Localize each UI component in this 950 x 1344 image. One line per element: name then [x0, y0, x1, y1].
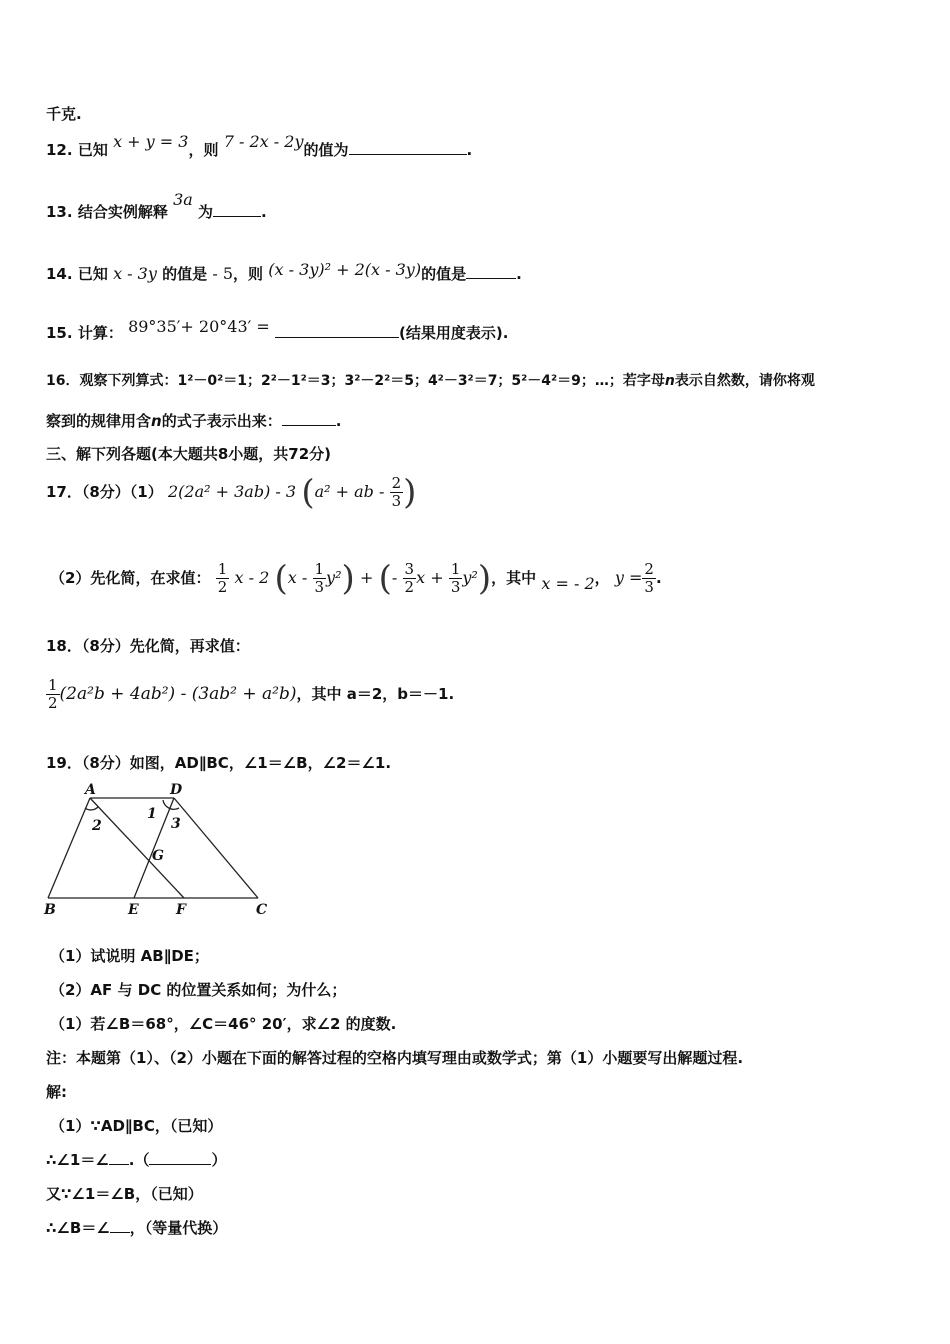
- paren-left: (: [274, 558, 288, 599]
- text: 解:: [46, 1083, 67, 1101]
- math-operator: +: [360, 568, 374, 587]
- text: 又∵∠1＝∠B，（已知）: [46, 1185, 203, 1203]
- label-a: A: [85, 782, 96, 798]
- text: （1）若∠B＝68°，∠C＝46° 20′，求∠2 的度数.: [50, 1015, 397, 1033]
- fraction-numerator: 1: [48, 676, 58, 694]
- segment-af: [90, 798, 184, 898]
- fraction: [313, 561, 327, 596]
- paren-left: (: [301, 472, 315, 513]
- solution-line-3: [46, 1184, 203, 1204]
- question-14: [46, 260, 522, 284]
- question-16-line-1: [46, 371, 815, 391]
- question-number: 15.: [46, 324, 73, 342]
- text: 表示自然数，请你将观: [674, 373, 815, 389]
- text: 的式子表示出来：: [161, 412, 282, 430]
- segment-ab: [48, 798, 90, 898]
- text: 的值为: [303, 141, 349, 159]
- math-variable: n: [664, 373, 675, 389]
- fraction-numerator: 2: [391, 474, 402, 492]
- fraction-numerator: 3: [404, 560, 415, 578]
- question-19-sub-3: [50, 1014, 396, 1034]
- text: 的值是: [162, 265, 208, 283]
- question-19-sub-1: [50, 946, 209, 966]
- text: 察到的规律用含: [46, 412, 152, 430]
- text: 注：本题第（1）、（2）小题在下面的解答过程的空格内填写理由或数学式；第（1）小题要写出解题过程.: [46, 1049, 744, 1067]
- text: (结果用度表示).: [398, 324, 509, 342]
- fraction: [403, 561, 417, 596]
- text: 已知: [77, 265, 108, 283]
- answer-blank[interactable]: [213, 202, 261, 217]
- math-expr: (2a²b + 4ab²) - (3ab² + a²b): [59, 684, 297, 704]
- paren-right: ): [403, 472, 417, 513]
- text: 已知: [77, 141, 108, 159]
- fraction-numerator: 1: [314, 560, 325, 578]
- label-d: D: [170, 782, 183, 798]
- text: ，则: [233, 265, 264, 283]
- paren-right: ): [341, 558, 355, 599]
- question-13: [46, 190, 267, 222]
- geometry-figure: [40, 780, 280, 920]
- question-number: 17．（8分）（1）: [46, 483, 163, 501]
- text: .: [466, 141, 473, 159]
- fraction: [642, 561, 656, 596]
- question-number: 12.: [46, 141, 73, 159]
- paren-left: (: [378, 558, 392, 599]
- math-expr: x - 3y: [113, 264, 157, 283]
- solution-line-1: [50, 1116, 222, 1136]
- math-expr: 89°35′+ 20°43′ =: [128, 317, 270, 336]
- answer-blank[interactable]: [466, 264, 516, 279]
- text: 三、解下列各题(本大题共8小题，共72分): [46, 445, 332, 463]
- segment-dc: [174, 798, 258, 898]
- text: ，则: [188, 141, 219, 159]
- text: ，（等量代换）: [129, 1219, 228, 1237]
- text: （1）∵AD∥BC，（已知）: [50, 1117, 223, 1135]
- text: （2）先化简，在求值：: [50, 569, 211, 587]
- text: （2）AF 与 DC 的位置关系如何；为什么；: [50, 981, 347, 999]
- solution-label: [46, 1082, 67, 1102]
- math-expr: y²: [326, 568, 342, 587]
- question-19-sub-2: [50, 980, 346, 1000]
- text: .（: [128, 1151, 150, 1169]
- text: 计算：: [77, 324, 123, 342]
- label-f: F: [176, 902, 186, 918]
- text: ，其中: [491, 569, 537, 587]
- angle-2-arc: [85, 807, 98, 810]
- text: 结合实例解释: [77, 203, 168, 221]
- line-top: [46, 104, 82, 124]
- question-18-head: [46, 636, 250, 656]
- fraction: [216, 561, 230, 596]
- text: （1）试说明 AB∥DE；: [50, 947, 209, 965]
- math-expr: 7 - 2x - 2y: [223, 132, 304, 151]
- text: ）: [211, 1151, 227, 1169]
- solution-line-4: [46, 1218, 227, 1238]
- fraction-denominator: 3: [314, 578, 325, 596]
- solution-line-2: [46, 1150, 227, 1170]
- figure-svg: [40, 780, 280, 920]
- label-c: C: [256, 902, 268, 918]
- fraction-denominator: 3: [644, 578, 654, 596]
- fraction-denominator: 3: [391, 492, 402, 510]
- fraction: [46, 677, 60, 712]
- label-angle-1: 1: [147, 806, 157, 822]
- answer-blank[interactable]: [282, 411, 336, 426]
- fraction: [390, 475, 404, 510]
- text: .: [516, 265, 522, 283]
- question-12: [46, 132, 473, 160]
- text: 为: [198, 203, 214, 221]
- question-19-head: [46, 753, 391, 773]
- question-15: [46, 317, 509, 343]
- fraction-denominator: 3: [450, 578, 461, 596]
- math-operator: -: [391, 568, 398, 587]
- text: 的值是: [421, 265, 467, 283]
- math-variable: n: [151, 412, 162, 430]
- question-16-line-2: [46, 411, 341, 431]
- fraction-denominator: 2: [48, 694, 58, 712]
- question-number: 13.: [46, 203, 73, 221]
- text: .: [655, 569, 662, 587]
- math-expr: 2(2a² + 3ab) - 3: [167, 482, 297, 501]
- question-19-note: [46, 1048, 743, 1068]
- answer-blank[interactable]: [349, 140, 467, 155]
- text: 千克.: [46, 105, 82, 123]
- answer-blank[interactable]: [110, 1218, 130, 1233]
- answer-blank[interactable]: [275, 323, 399, 338]
- question-17-part-1: [46, 472, 416, 512]
- math-expr: (x - 3y)² + 2(x - 3y): [268, 260, 422, 279]
- fraction-numerator: 1: [450, 560, 461, 578]
- label-angle-3: 3: [171, 816, 181, 832]
- fraction-numerator: 1: [217, 560, 228, 578]
- text: .: [335, 412, 342, 430]
- paren-right: ): [477, 558, 492, 599]
- math-expr: x - 2: [234, 568, 270, 587]
- fraction-denominator: 2: [217, 578, 228, 596]
- question-18-expr: [46, 672, 454, 716]
- math-value: - 5: [212, 264, 234, 283]
- section-heading: [46, 444, 331, 464]
- label-angle-2: 2: [92, 818, 102, 834]
- text: ∴∠1＝∠: [46, 1151, 109, 1169]
- text: ，其中 a＝2，b＝－1.: [296, 685, 455, 703]
- text: .: [261, 203, 267, 221]
- text: 16．观察下列算式：1²－0²＝1；2²－1²＝3；3²－2²＝5；4²－3²＝7；5²－4²＝9；…；若字母: [46, 373, 665, 389]
- answer-blank[interactable]: [109, 1150, 129, 1165]
- reason-blank[interactable]: [149, 1150, 211, 1165]
- text: 19．（8分）如图，AD∥BC，∠1＝∠B，∠2＝∠1.: [46, 754, 392, 772]
- text: ，: [594, 569, 610, 587]
- question-17-part-2: [50, 556, 662, 600]
- math-expr: y²: [462, 568, 478, 587]
- question-number: 14.: [46, 265, 73, 283]
- math-expr: x = - 2: [541, 574, 595, 593]
- fraction: [449, 561, 463, 596]
- math-expr: x -: [287, 568, 308, 587]
- math-expr: x + y = 3: [113, 132, 189, 151]
- math-expr: 3a: [173, 190, 193, 209]
- text: 18．（8分）先化简，再求值：: [46, 637, 250, 655]
- label-e: E: [128, 902, 139, 918]
- math-expr: a² + ab -: [314, 482, 385, 501]
- math-expr: x +: [416, 568, 444, 587]
- label-g: G: [152, 848, 164, 864]
- text: ∴∠B＝∠: [46, 1219, 110, 1237]
- label-b: B: [44, 902, 56, 918]
- math-expr: y =: [614, 568, 643, 587]
- fraction-denominator: 2: [404, 578, 415, 596]
- fraction-numerator: 2: [644, 560, 654, 578]
